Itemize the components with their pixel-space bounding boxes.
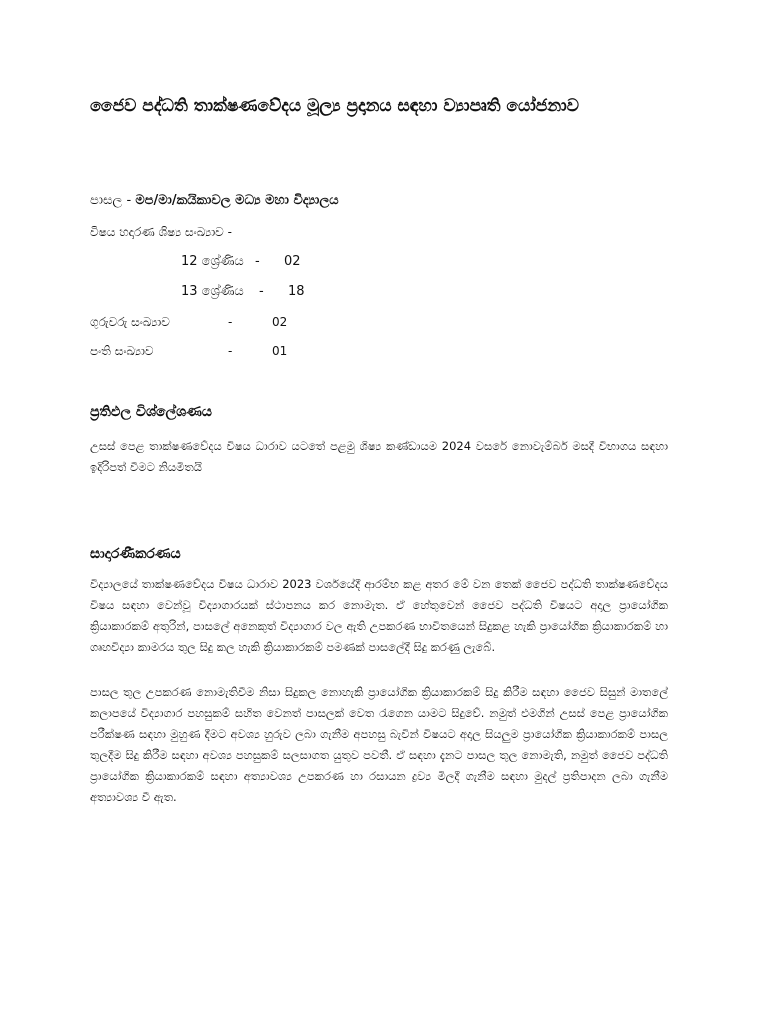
class-count-label: පංති සංඛ්‍යාව	[90, 344, 154, 358]
school-name: මප/මා/කයිකාවල මධ්‍ය මහා විද්‍යාලය	[135, 193, 339, 208]
grade-dash: -	[255, 254, 260, 269]
student-count-label: විෂය හදාරණ ශිෂ්‍ය සංඛ්‍යාව -	[90, 225, 232, 239]
grade-label: 13 ශ්‍රේණිය	[181, 284, 244, 299]
class-count-dash: -	[228, 344, 233, 358]
results-paragraph: උසස් පෙළ තාක්ෂණවේදය විෂය ධාරාව යටතේ පළමු ශිෂ්‍ය කණ්ඩායම 2024 වසරේ නොවැම්බර් මසදී විභාගය සඳහා ඉදිරිපත් වීමට නියමිතයි	[90, 439, 668, 474]
school-label: පාසල -	[90, 193, 132, 208]
teacher-count-label: ගුරුවරු සංඛ්‍යාව	[90, 315, 170, 329]
results-heading: ප්‍රතිඵල විශ්ලේශණය	[90, 404, 212, 420]
grade-count: 02	[284, 254, 301, 269]
justification-heading: සාදාරණීකරණය	[90, 546, 181, 562]
teacher-count-dash: -	[228, 315, 233, 329]
grade-dash: -	[259, 284, 264, 299]
class-count-value: 01	[272, 344, 288, 358]
grade-label: 12 ශ්‍රේණිය	[181, 254, 244, 269]
document-title: ජෛව පද්ධති තාක්ෂණවේදය මූල්‍ය ප්‍රදානය සඳහා ව්‍යාපෘති යෝජනාව	[90, 96, 579, 116]
grade-count: 18	[288, 284, 305, 299]
school-line	[90, 193, 339, 208]
justification-paragraph-2: පාසල තුල උපකරණ නොමැතිවීම නිසා සිදුකල නොහැකි ප්‍රායෝගික ක්‍රියාකාරකම් සිදු කිරීම සඳහා ජෛව සිසුන් මාතලේ කලාපයේ විද්‍යාගාර පහසුකම් සහිත වෙනත් පාසලක් වෙත රැගෙන යාමට සිදුවේ. නමුත් එමගින් උසස් පෙළ ප්‍රායෝගික පරීක්ෂණ සඳහා මුහුණ දීමට අවශ්‍ය හුරුව ලබා ගැනීම අපහසු බැවින් විෂයට අදාල සියලුම ප්‍රායෝගික ක්‍රියාකාරකම් පාසල තුලදීම සිදු කිරීම සඳහා අවශ්‍ය පහසුකම් සලසාගත යුතුව පවතී. ඒ සඳහා දැනට පාසල තුල නොමැති, නමුත් ජෛව පද්ධති ප්‍රායෝගික ක්‍රියාකාරකම් සඳහා අත්‍යාවශ්‍ය උපකරණ හා රසායන ද්‍රව්‍ය මිලදී ගැනීම සඳහා මුදල් ප්‍රතිපාදන ලබා ගැනීම අත්‍යාවශ්‍ය වී ඇත.	[90, 685, 668, 804]
justification-paragraph-1: විද්‍යාලයේ තාක්ෂණවේදය විෂය ධාරාව 2023 වර්ශයේදී ආරම්භ කළ අතර මේ වන තෙක් ජෛව පද්ධති තාක්ෂණවේදය විෂය සඳහා වෙන්වූ විද්‍යාගාරයක් ස්ථාපනය කර නොමැත. ඒ හේතුවෙන් ජෛව පද්ධති විෂයට අදාල ප්‍රායෝගික ක්‍රියාකාරකම් අතුරින්, පාසලේ අනෙකුත් විද්‍යාගාර වල ඇති උපකරණ භාවිතයෙන් සිදුකළ හැකි ප්‍රායෝගික ක්‍රියාකාරකම් හා ගෘහවිද්‍යා කාමරය තුල සිදු කල හැකි ක්‍රියාකාරකම් පමණක් පාසලේදී සිදු කරණු ලැබේ.	[90, 577, 668, 654]
teacher-count-value: 02	[272, 315, 288, 329]
